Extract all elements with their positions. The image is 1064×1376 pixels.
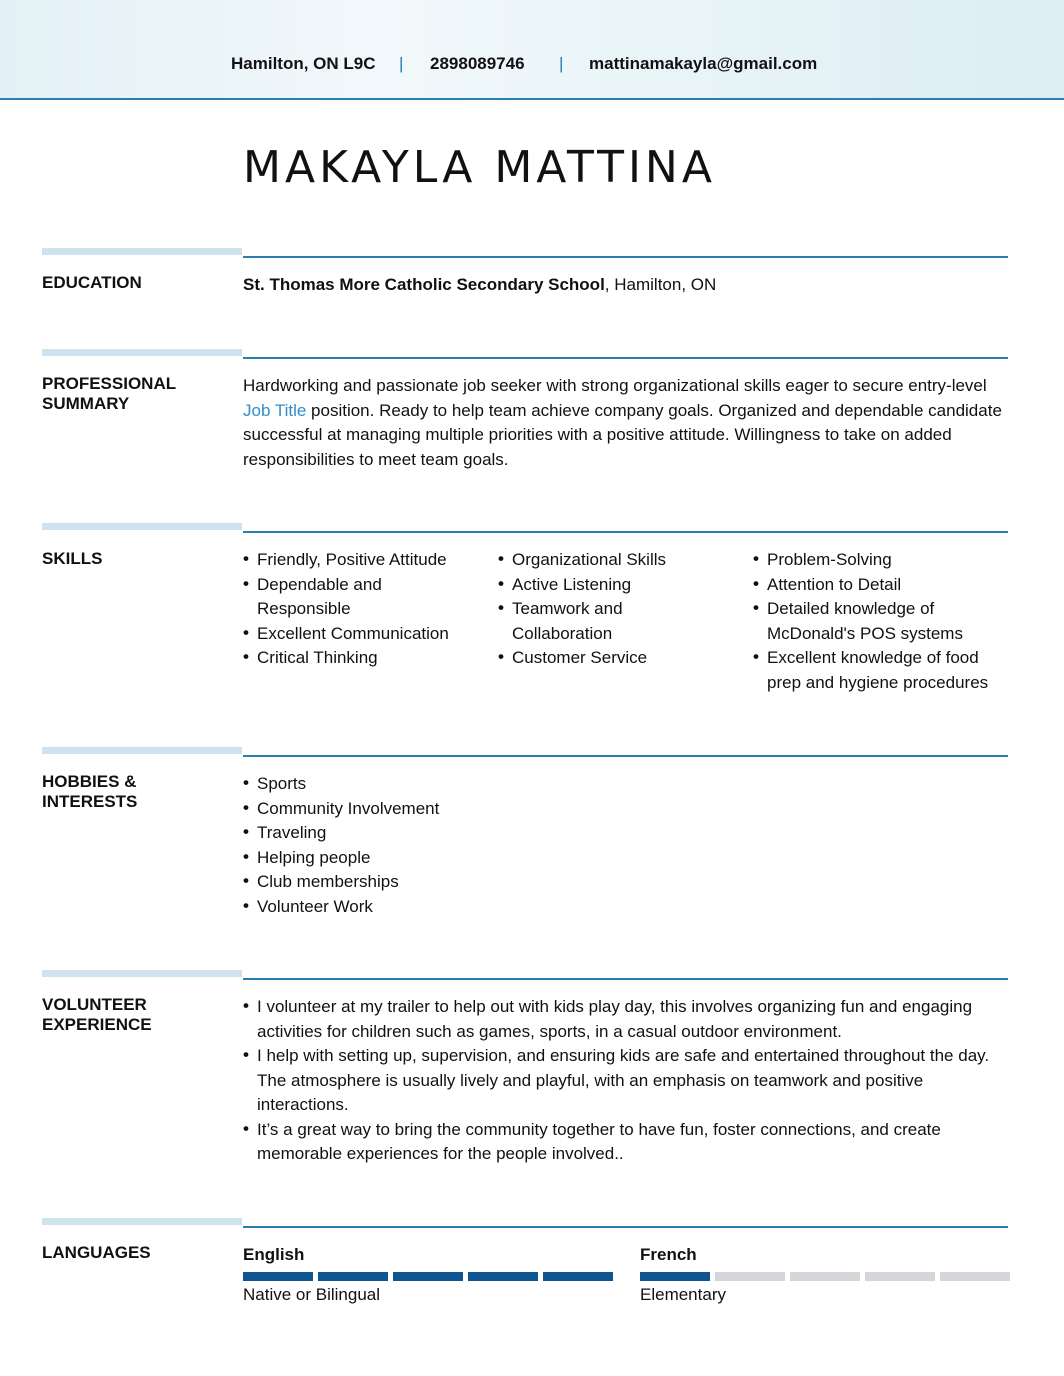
education-heading: EDUCATION	[42, 273, 142, 292]
skills-heading: SKILLS	[42, 549, 103, 568]
section-accent-bar	[42, 970, 242, 977]
rating-segment-empty	[865, 1272, 935, 1281]
languages-heading: LANGUAGES	[42, 1243, 151, 1262]
skill-item: • Excellent Communication	[243, 622, 478, 647]
section-accent-bar	[42, 523, 242, 530]
section-divider	[243, 978, 1008, 980]
language-name-english: English	[243, 1245, 305, 1264]
summary-heading: PROFESSIONAL SUMMARY	[42, 374, 177, 413]
volunteer-item: • It’s a great way to bring the community together to have fun, foster connections, and create memorable experiences for the people involved..	[243, 1118, 1015, 1167]
skill-item: • Teamwork and Collaboration	[498, 597, 652, 646]
language-level-french: Elementary	[640, 1285, 726, 1304]
skill-item: • Problem-Solving	[753, 548, 1015, 573]
school-name: St. Thomas More Catholic Secondary School	[243, 275, 605, 294]
hobbies-list	[243, 772, 643, 919]
rating-segment-empty	[715, 1272, 785, 1281]
section-accent-bar	[42, 1218, 242, 1225]
hobby-item: • Volunteer Work	[243, 895, 643, 920]
skill-item: • Friendly, Positive Attitude	[243, 548, 478, 573]
section-divider	[243, 256, 1008, 258]
rating-segment-filled	[393, 1272, 463, 1281]
contact-email[interactable]: mattinamakayla@gmail.com	[589, 54, 818, 73]
language-name-french: French	[640, 1245, 697, 1264]
candidate-name: MAKAYLA MATTINA	[243, 142, 716, 193]
header-band	[0, 0, 1064, 100]
section-divider	[243, 755, 1008, 757]
skill-item: • Customer Service	[498, 646, 698, 671]
section-divider	[243, 357, 1008, 359]
hobby-item: • Community Involvement	[243, 797, 643, 822]
hobby-item: • Sports	[243, 772, 643, 797]
rating-segment-filled	[243, 1272, 313, 1281]
contact-phone: 2898089746	[430, 54, 525, 73]
volunteer-list	[243, 995, 1015, 1167]
language-rating-french	[640, 1272, 1010, 1281]
summary-text: Hardworking and passionate job seeker with strong organizational skills eager to secure entry-level Job Title position. Ready to help team achieve company goals. Organized and dependable candidate successful at managing multiple priorities with a positive attitude. Willingness to take on added responsibilities to meet team goals.	[243, 376, 1002, 469]
job-title-placeholder: Job Title	[243, 400, 307, 420]
school-location: , Hamilton, ON	[604, 275, 717, 294]
section-accent-bar	[42, 747, 242, 754]
volunteer-item: • I help with setting up, supervision, and ensuring kids are safe and entertained throughout the day. The atmosphere is usually lively and playful, with an emphasis on teamwork and positive interactions.	[243, 1044, 1015, 1118]
skills-list-col2	[498, 548, 698, 671]
hobby-item: • Helping people	[243, 846, 643, 871]
skill-item: • Critical Thinking	[243, 646, 478, 671]
skill-item: • Detailed knowledge of McDonald's POS systems	[753, 597, 992, 646]
skills-list-col3	[753, 548, 1015, 695]
skill-item: • Attention to Detail	[753, 573, 1015, 598]
skill-item: • Active Listening	[498, 573, 698, 598]
skill-item: • Organizational Skills	[498, 548, 698, 573]
contact-separator: |	[399, 54, 404, 73]
hobby-item: • Traveling	[243, 821, 643, 846]
skill-item: • Dependable and Responsible	[243, 573, 478, 622]
volunteer-heading: VOLUNTEER EXPERIENCE	[42, 995, 152, 1034]
language-level-english: Native or Bilingual	[243, 1285, 381, 1304]
hobby-item: • Club memberships	[243, 870, 643, 895]
language-rating-english	[243, 1272, 613, 1281]
rating-segment-filled	[543, 1272, 613, 1281]
education-entry	[243, 273, 1013, 298]
skill-item: • Excellent knowledge of food prep and hygiene procedures	[753, 646, 1015, 695]
rating-segment-filled	[640, 1272, 710, 1281]
rating-segment-filled	[468, 1272, 538, 1281]
skills-list-col1	[243, 548, 478, 671]
section-accent-bar	[42, 248, 242, 255]
rating-segment-filled	[318, 1272, 388, 1281]
section-divider	[243, 1226, 1008, 1228]
contact-separator: |	[559, 54, 564, 73]
hobbies-heading: HOBBIES & INTERESTS	[42, 772, 138, 811]
section-divider	[243, 531, 1008, 533]
contact-location: Hamilton, ON L9C	[231, 54, 376, 73]
rating-segment-empty	[940, 1272, 1010, 1281]
volunteer-item: • I volunteer at my trailer to help out with kids play day, this involves organizing fun and engaging activities for children such as games, sports, in a casual outdoor environment.	[243, 995, 1015, 1044]
rating-segment-empty	[790, 1272, 860, 1281]
section-accent-bar	[42, 349, 242, 356]
